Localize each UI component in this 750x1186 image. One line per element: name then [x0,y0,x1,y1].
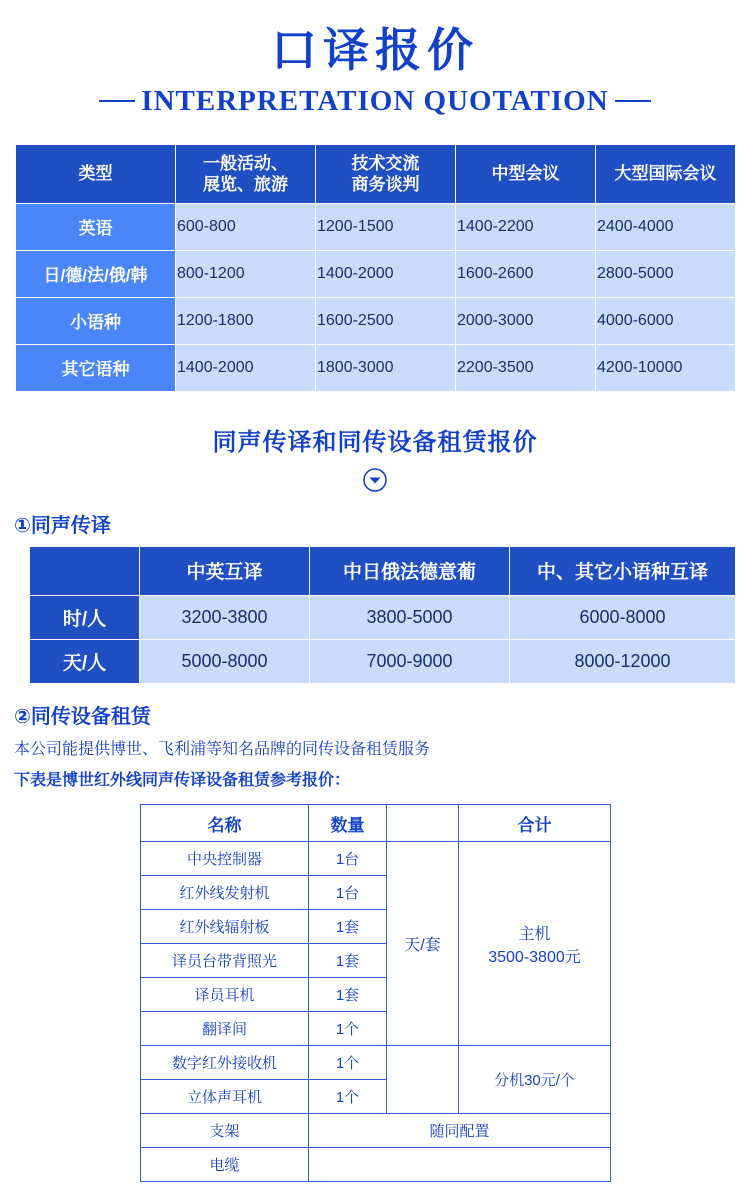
table-header-row [30,546,736,595]
page-title: 口译报价 [271,24,479,76]
cell-equipment-name: 支架 [141,1114,309,1148]
table-row [16,203,736,250]
cell: 1600-2600 [456,250,596,297]
cell: 1600-2500 [316,297,456,344]
cell-equipment-note [309,1148,611,1182]
cell: 600-800 [176,203,316,250]
col-header-unit [387,805,459,842]
table-header-row [141,805,611,842]
subsection-simultaneous-interpretation: ①同声传译 [14,514,111,537]
cell-equipment-qty: 1套 [309,944,387,978]
cell: 1800-3000 [316,344,456,391]
cell-equipment-name: 数字红外接收机 [141,1046,309,1080]
cell: 3200-3800 [140,595,310,639]
row-header-other-languages: 其它语种 [16,344,176,391]
section-title: 同声传译和同传设备租赁报价 [212,428,538,456]
cell-equipment-qty: 1套 [309,910,387,944]
cell-equipment-qty: 1台 [309,842,387,876]
cell-total-receiver: 分机30元/个 [459,1046,611,1114]
cell-equipment-name: 中央控制器 [141,842,309,876]
table-row [16,297,736,344]
table-row [30,595,736,639]
table-row [16,250,736,297]
col-header-type: 类型 [16,144,176,203]
cell: 5000-8000 [140,639,310,683]
row-header-jp-de-fr-ru-kr: 日/德/法/俄/韩 [16,250,176,297]
table-row [141,1114,611,1148]
col-header-general: 一般活动、 展览、旅游 [176,144,316,203]
cell: 3800-5000 [310,595,510,639]
col-header-cn-other: 中、其它小语种互译 [510,546,736,595]
cell-equipment-name: 电缆 [141,1148,309,1182]
cell-equipment-name: 立体声耳机 [141,1080,309,1114]
cell-equipment-note: 随同配置 [309,1114,611,1148]
paragraph-brands: 本公司能提供博世、飞利浦等知名品牌的同传设备租赁服务 [14,740,431,758]
page-subtitle [0,85,750,118]
cell: 2800-5000 [596,250,736,297]
col-header-name: 名称 [141,805,309,842]
cell-equipment-qty: 1个 [309,1012,387,1046]
price-table [15,144,736,392]
col-header-qty: 数量 [309,805,387,842]
cell-equipment-qty: 1个 [309,1046,387,1080]
cell: 2200-3500 [456,344,596,391]
col-header-cn-en: 中英互译 [140,546,310,595]
cell-equipment-name: 翻译间 [141,1012,309,1046]
cell-equipment-name: 红外线辐射板 [141,910,309,944]
cell-equipment-qty: 1台 [309,876,387,910]
cell-equipment-name: 红外线发射机 [141,876,309,910]
cell-equipment-name: 译员台带背照光 [141,944,309,978]
row-header-minor-languages: 小语种 [16,297,176,344]
table-row [141,1046,611,1080]
cell-unit-blank [387,1046,459,1114]
cell-equipment-name: 译员耳机 [141,978,309,1012]
page-subtitle-text: INTERPRETATION QUOTATION [141,84,609,117]
col-header-technical: 技术交流 商务谈判 [316,144,456,203]
cell-equipment-qty: 1个 [309,1080,387,1114]
cell: 1400-2000 [316,250,456,297]
cell: 2400-4000 [596,203,736,250]
cell: 2000-3000 [456,297,596,344]
cell: 6000-8000 [510,595,736,639]
cell-unit-per-day-set: 天/套 [387,842,459,1046]
col-header-empty [30,546,140,595]
table-row [141,1148,611,1182]
simultaneous-price-table [29,546,736,684]
row-header-per-hour: 时/人 [30,595,140,639]
paragraph-table-intro: 下表是博世红外线同声传译设备租赁参考报价： [14,772,351,790]
cell: 1400-2200 [456,203,596,250]
cell: 4000-6000 [596,297,736,344]
cell: 1200-1500 [316,203,456,250]
table-header-row [16,144,736,203]
row-header-per-day: 天/人 [30,639,140,683]
table-row [30,639,736,683]
total-host-label: 主机 [518,925,551,943]
price-table-wrapper [15,144,735,392]
cell: 7000-9000 [310,639,510,683]
equipment-rental-table [140,804,611,1182]
chevron-down-circle-icon [362,467,388,493]
cell-total-host [459,842,611,1046]
table-row [141,842,611,876]
cell-equipment-qty: 1套 [309,978,387,1012]
table-row [16,344,736,391]
cell: 4200-10000 [596,344,736,391]
col-header-total: 合计 [459,805,611,842]
equipment-table-wrapper [140,804,610,1182]
col-header-medium-meeting: 中型会议 [456,144,596,203]
cell: 1200-1800 [176,297,316,344]
subsection-equipment-rental: ②同传设备租赁 [14,705,151,728]
simul-table-wrapper [15,546,735,684]
rule-left [99,100,135,102]
cell: 8000-12000 [510,639,736,683]
cell: 800-1200 [176,250,316,297]
total-host-price: 3500-3800元 [488,948,581,966]
page-header [0,0,750,118]
rule-right [615,100,651,102]
cell: 1400-2000 [176,344,316,391]
col-header-large-meeting: 大型国际会议 [596,144,736,203]
col-header-cn-multi: 中日俄法德意葡 [310,546,510,595]
row-header-english: 英语 [16,203,176,250]
